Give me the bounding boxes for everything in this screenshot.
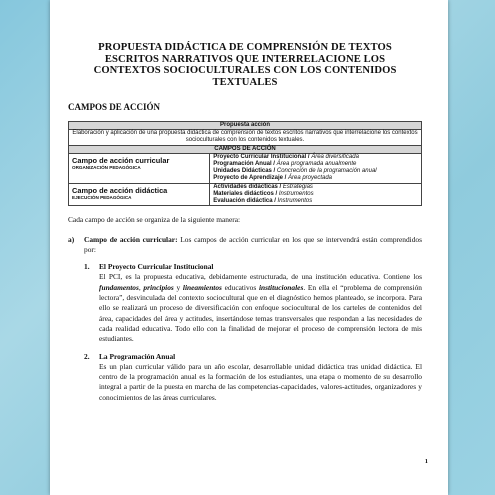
field-item: Unidades Didácticas / Concreción de la programación anual xyxy=(213,168,377,175)
intro-paragraph: Cada campo de acción se organiza de la siguiente manera: xyxy=(68,215,241,225)
field-items-cell xyxy=(210,153,422,183)
field-name-cell xyxy=(69,183,210,206)
list-item-a xyxy=(68,235,422,256)
subsection-pci xyxy=(84,262,422,344)
subsection-annual-program xyxy=(84,352,422,403)
section-heading: CAMPOS DE ACCIÓN xyxy=(68,102,161,112)
field-item: Proyecto de Aprendizaje / Área proyectada xyxy=(213,175,333,182)
page-number: 1 xyxy=(424,458,428,465)
table-row xyxy=(69,183,422,206)
document-title: PROPUESTA DIDÁCTICA DE COMPRENSIÓN DE TEXTOS ESCRITOS NARRATIVOS QUE INTERRELACIONE LOS CONTEXTOS SOCIOCULTURALES CON LOS CONTENIDOS TEXTUALES xyxy=(93,42,397,88)
action-fields-table xyxy=(68,121,422,206)
subsection-body: El PCI, es la propuesta educativa, debidamente estructurada, de una institución educativa. Contiene los fundamentos, principios y lineamientos educativos institucionales. En ella el “problema de comprensión lectora”, desvinculada del contexto sociocultural que en el diagnóstico hemos planteado, se incorpora. Para ello se realizará un proceso de diversificación con enfoque sociocultural de los carteles de contenidos del área, capacidades del área y actitudes, insertándose temas transversales que respondan a las necesidades de cada realidad educativa. Todo ello con la finalidad de mejorar el proceso de comprensión lectora de mis estudiantes. xyxy=(99,272,422,344)
subsection-body: Es un plan curricular válido para un año escolar, desarrollable unidad didáctica tras unidad didáctica. El centro de la programación anual es la formación de los estudiantes, una etapa o momento de su desarrollo integral a partir de la puesta en marcha de las competencias-capacidades, valores-actitudes, organizadores y conocimientos de las áreas curriculares. xyxy=(99,361,422,402)
list-item-text: Campo de acción curricular: Los campos de acción curricular en los que se intervendrá están comprendidos por: xyxy=(84,234,423,254)
field-items-cell xyxy=(210,183,422,206)
field-item: Evaluación didáctica / Instrumentos xyxy=(213,198,313,205)
table-description: Elaboración y aplicación de una propuesta didáctica de comprensión de textos escritos narrativos que interrelacione los contextos socioculturales con los contenidos textuales. xyxy=(69,130,422,145)
subsection-heading: 1. El Proyecto Curricular Institucional xyxy=(84,262,214,272)
field-subtitle: ORGANIZACIÓN PEDAGÓGICA xyxy=(72,165,141,171)
document-page xyxy=(50,0,448,495)
list-marker: a) xyxy=(68,234,75,244)
field-item: Programación Anual / Área programada anualmente xyxy=(213,161,357,168)
table-header-fields: CAMPOS DE ACCIÓN xyxy=(69,145,422,153)
field-item: Actividades didácticas / Estrategias xyxy=(213,183,313,190)
table-row xyxy=(69,153,422,183)
field-subtitle: EJECUCIÓN PEDAGÓGICA xyxy=(72,195,132,201)
field-name-cell xyxy=(69,153,210,183)
field-name: Campo de acción curricular xyxy=(72,155,170,165)
subsection-heading: 2. La Programación Anual xyxy=(84,351,176,361)
field-item: Materiales didácticos / Instrumentos xyxy=(213,190,314,197)
field-name: Campo de acción didáctica xyxy=(72,185,168,195)
field-item: Proyecto Curricular Institucional / Área diversificada xyxy=(213,153,359,160)
table-header-proposal: Propuesta acción xyxy=(69,122,422,130)
